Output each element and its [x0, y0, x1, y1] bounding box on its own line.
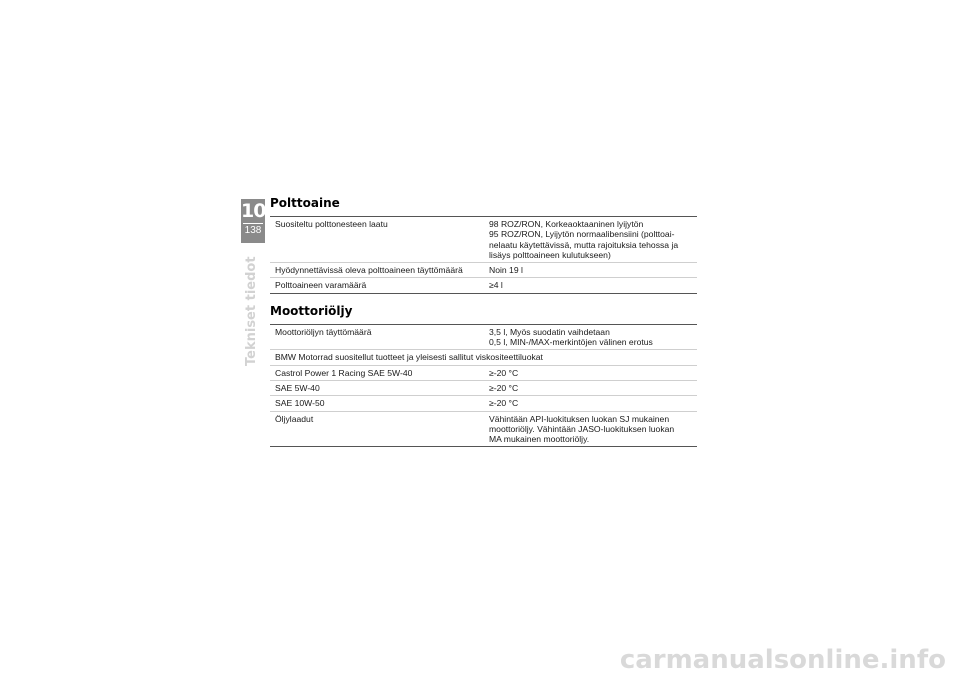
- spec-label: Suositeltu polttonesteen laatu: [275, 219, 388, 229]
- spec-value-line: lisäys polttoaineen kulutukseen): [489, 249, 611, 260]
- spec-value: [484, 265, 689, 275]
- spec-value-line: MA mukainen moottoriöljy.: [489, 434, 590, 445]
- engine-oil-spec-table: [270, 324, 697, 448]
- section-heading-engine-oil: Moottoriöljy: [270, 303, 353, 318]
- spec-value: [484, 327, 689, 348]
- spec-value-line: Noin 19 l: [489, 265, 523, 276]
- spec-value-line: moottoriöljy. Vähintään JASO-luokituksen luokan: [489, 423, 675, 434]
- spec-label: SAE 5W-40: [275, 382, 320, 393]
- spec-label: SAE 10W-50: [275, 398, 325, 409]
- page-number: 138: [244, 225, 262, 236]
- table-row: [270, 325, 697, 350]
- table-row: [270, 277, 697, 292]
- table-row: [270, 349, 697, 364]
- table-row: [270, 262, 697, 277]
- spec-value: [484, 280, 689, 290]
- spec-value-line: Vähintään API-luokituksen luokan SJ mukainen: [489, 413, 670, 424]
- chapter-tab: [241, 199, 265, 243]
- spec-value-line: ≥-20 °C: [489, 382, 519, 393]
- spec-label: Castrol Power 1 Racing SAE 5W-40: [275, 367, 413, 378]
- spec-value-line: nelaatu käytettävissä, mutta rajoituksia tehossa ja: [489, 239, 679, 250]
- spec-content: [270, 196, 697, 457]
- table-row: [270, 395, 697, 410]
- spec-value: [484, 398, 689, 408]
- chapter-number: 10: [241, 200, 266, 222]
- spec-label: Hyödynnettävissä oleva polttoaineen täyttömäärä: [275, 265, 463, 276]
- fuel-spec-table: [270, 216, 697, 294]
- spec-label: Polttoaineen varamäärä: [275, 280, 367, 291]
- table-row: [270, 380, 697, 395]
- spec-value-line: 98 ROZ/RON, Korkeaoktaaninen lyijytön: [489, 219, 644, 229]
- table-row: [270, 217, 697, 262]
- spec-value: [484, 219, 689, 260]
- spec-value: [484, 368, 689, 378]
- spec-value-line: ≥4 l: [489, 280, 503, 291]
- table-row: [270, 365, 697, 380]
- spec-value-line: 95 ROZ/RON, Lyijytön normaalibensiini (polttoai-: [489, 229, 675, 240]
- spec-label: Moottoriöljyn täyttömäärä: [275, 326, 372, 337]
- chapter-side-title-container: [244, 248, 262, 366]
- watermark: carmanualsonline.info: [619, 645, 946, 675]
- spec-label: BMW Motorrad suositellut tuotteet ja yleisesti sallitut viskositeettiluokat: [275, 352, 543, 363]
- section-heading-fuel: Polttoaine: [270, 196, 340, 210]
- spec-value: [484, 414, 689, 445]
- spec-value-line: 3,5 l, Myös suodatin vaihdetaan: [489, 326, 610, 337]
- spec-value-line: ≥-20 °C: [489, 398, 519, 409]
- spec-value-line: 0,5 l, MIN-/MAX-merkintöjen välinen erotus: [489, 337, 653, 348]
- spec-value-line: ≥-20 °C: [489, 367, 519, 378]
- table-row: [270, 411, 697, 447]
- spec-label: Öljylaadut: [275, 413, 314, 424]
- chapter-side-title: Tekniset tiedot: [244, 256, 259, 366]
- spec-value: [484, 383, 689, 393]
- chapter-divider: [243, 223, 263, 224]
